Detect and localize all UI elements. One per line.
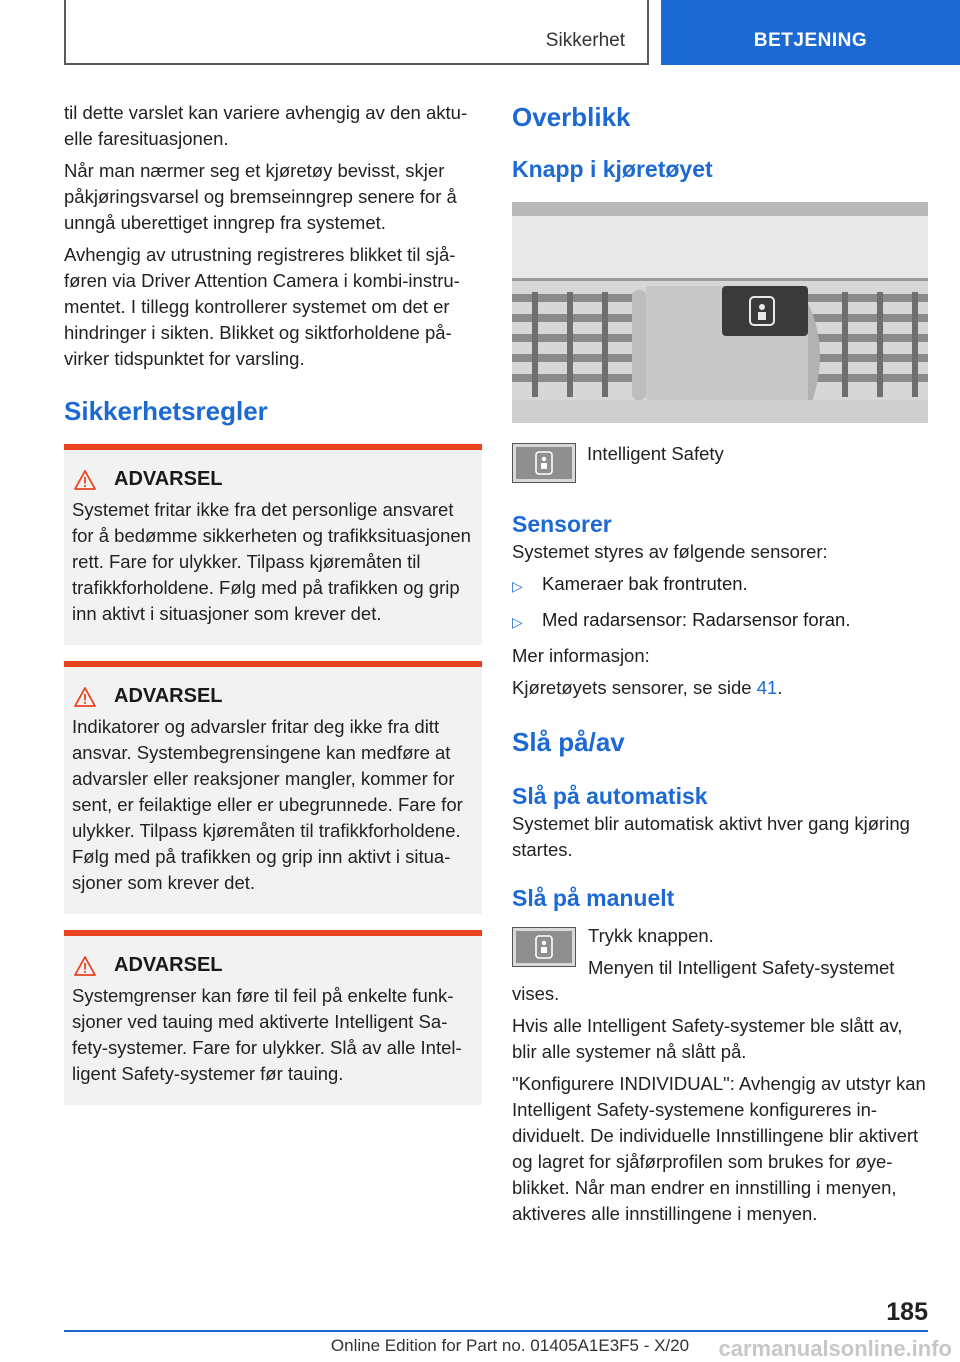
warning-box [64, 444, 482, 645]
intro-paragraph-2: Når man nærmer seg et kjøretøy bevisst, skjer påkjøringsvarsel og bremseinngrep senere for å unngå uberettiget inngrep fra systemet. [64, 160, 457, 233]
list-item: ▷ Kameraer bak frontruten. [512, 571, 930, 599]
footer-edition: Online Edition for Part no. 01405A1E3F5 - X/20 [330, 1336, 690, 1355]
intro-paragraph-1: til dette varslet kan variere avhengig av den aktuelle faresituasjonen. [64, 102, 468, 149]
sensor-reference: Kjøretøyets sensorer, se side 41. [512, 677, 783, 698]
heading-manuelt: Slå på manuelt [512, 885, 675, 911]
intelligent-safety-row [512, 441, 930, 483]
footer-divider [64, 1330, 928, 1332]
chapter-title: BETJENING [753, 30, 868, 51]
sensor-list [512, 571, 930, 635]
warning-title: ADVARSEL [72, 468, 474, 491]
manuelt-step-text: Trykk knappen. [588, 925, 714, 946]
manuelt-step [512, 923, 930, 1007]
heading-sensorer: Sensorer [512, 511, 612, 537]
warning-title: ADVARSEL [72, 954, 474, 977]
intro-paragraph-3: Avhengig av utrustning registreres blikket til sjåføren via Driver Attention Camera i kombi-instrumentet. I tillegg kontrollerer systemet om det er hindringer i sikten. Blikket og siktforholdene påvirker tidspunktet for varsling. [64, 244, 460, 369]
page-number: 185 [886, 1298, 928, 1326]
warning-box [64, 661, 482, 914]
automatisk-text: Systemet blir automatisk aktivt hver gang kjøring startes. [512, 813, 910, 860]
heading-knapp: Knapp i kjøretøyet [512, 156, 713, 182]
left-column [64, 100, 482, 1121]
intelligent-safety-label: Intelligent Safety [587, 443, 724, 464]
header-section-box [64, 0, 649, 65]
bullet-triangle-icon: ▷ [512, 614, 523, 630]
warning-box [64, 930, 482, 1105]
sensorer-intro: Systemet styres av følgende sensorer: [512, 541, 828, 562]
header-chapter-tab[interactable] [661, 0, 960, 65]
heading-sla-pa-av: Slå på/av [512, 727, 625, 757]
more-info-label: Mer informasjon: [512, 645, 650, 666]
page-link[interactable]: 41 [756, 677, 778, 698]
bullet-triangle-icon: ▷ [512, 578, 523, 594]
warning-triangle-icon [74, 470, 96, 490]
warning-text: Systemgrenser kan føre til feil på enkelte funksjoner ved tauing med aktiverte Intelligent Safety-systemer. Fare for ulykker. Slå av alle Intelligent Safety-systemer før tauing. [72, 985, 462, 1084]
heading-sikkerhetsregler: Sikkerhetsregler [64, 396, 268, 426]
warning-triangle-icon [74, 687, 96, 707]
warning-text: Systemet fritar ikke fra det personlige ansvaret for å bedømme sikkerheten og trafikksituasjonen rett. Fare for ulykker. Tilpass kjøremåten til trafikkforholdene. Følg med på trafikken og grip inn aktivt i situasjoner som krever det. [72, 499, 471, 624]
right-column [512, 100, 930, 1233]
section-title: Sikkerhet [545, 30, 625, 51]
manuelt-result-text: Menyen til Intelligent Safety-systemet vises. [512, 957, 895, 1004]
intelligent-safety-button-icon[interactable] [512, 927, 576, 967]
list-item: ▷ Med radarsensor: Radarsensor foran. [512, 607, 930, 635]
heading-overblikk: Overblikk [512, 102, 631, 132]
paragraph-off: Hvis alle Intelligent Safety-systemer ble slått av, blir alle systemer nå slått på. [512, 1015, 903, 1062]
warning-title: ADVARSEL [72, 685, 474, 708]
warning-text: Indikatorer og advarsler fritar deg ikke fra ditt ansvar. Systembegrensingene kan medføre at advarsler eller reaksjoner mangler, kommer for sent, er feilaktige eller er ubegrunnede. Fare for ulykker. Tilpass kjøremåten til trafikkforholdene. Følg med på trafikken og grip inn aktivt i situasjoner som krever det. [72, 716, 463, 893]
heading-automatisk: Slå på automatisk [512, 783, 708, 809]
paragraph-config: "Konfigurere INDIVIDUAL": Avhengig av utstyr kan Intelligent Safety-systemene konfigureres individuelt. De individuelle Innstillingene blir aktivert og lagret for sjåførprofilen som brukes for øyeblikket. Når man endrer en innstilling i menyen, aktiveres alle innstillingene i menyen. [512, 1073, 926, 1224]
intelligent-safety-button-icon[interactable] [512, 443, 576, 483]
dashboard-button-photo [512, 202, 928, 423]
warning-triangle-icon [74, 956, 96, 976]
watermark: carmanualsonline.info [718, 1336, 952, 1361]
